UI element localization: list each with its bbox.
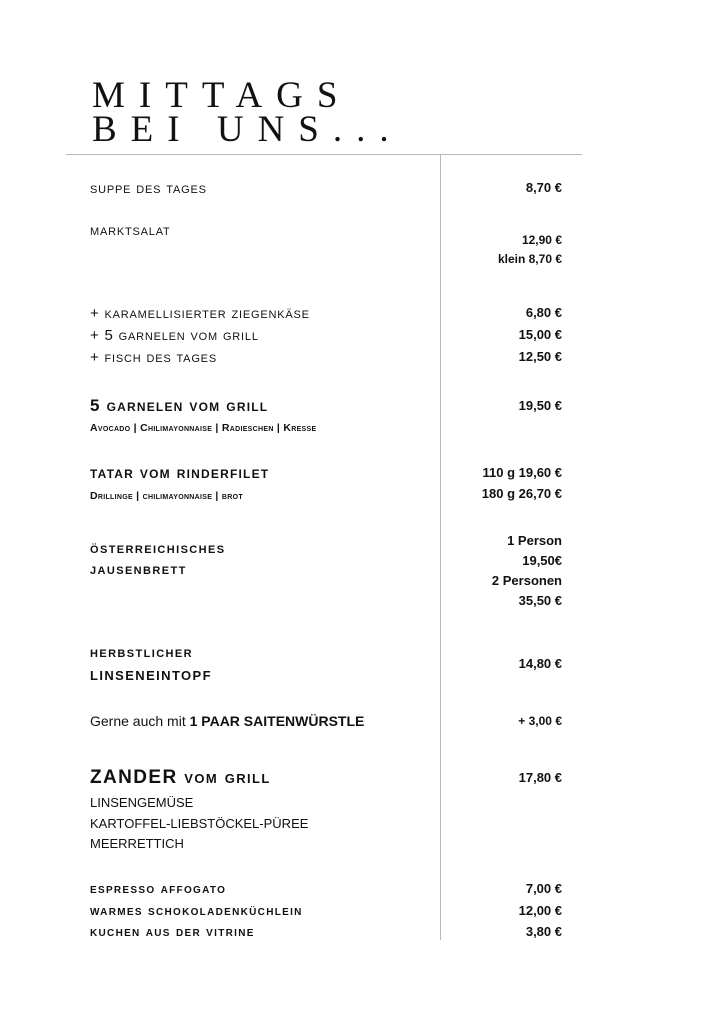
dessert-item-name: kuchen aus der vitrine [90, 923, 255, 939]
item-zander-side-1: LINSENGEMÜSE [90, 795, 194, 810]
extra-item-name: + fisch des tages [90, 349, 217, 366]
item-tatar-price-2: 180 g 26,70 € [481, 486, 562, 501]
extra-item-price: 6,80 € [525, 305, 562, 320]
title-line-1: MITTAGS [92, 75, 352, 116]
gerne-prefix: Gerne auch mit [90, 713, 190, 729]
extra-item-name: + 5 garnelen vom grill [90, 327, 259, 344]
item-marktsalat-price: 12,90 € [521, 233, 562, 247]
item-suppe-name: suppe des tages [90, 180, 207, 197]
item-marktsalat-name: marktsalat [90, 222, 171, 239]
dessert-item-price: 3,80 € [525, 924, 562, 939]
item-garnelen-price: 19,50 € [518, 398, 562, 413]
item-tatar-sub: Drillinge | chilimayonnaise | brot [90, 490, 243, 502]
title-line-2: BEI UNS... [92, 109, 403, 150]
item-gerne-text [90, 713, 364, 729]
item-jausenbrett-name-1: österreichisches [90, 540, 226, 557]
item-zander-side-2: KARTOFFEL-LIEBSTÖCKEL-PÜREE [90, 816, 309, 831]
gerne-bold: 1 PAAR SAITENWÜRSTLE [189, 713, 365, 729]
item-zander-side-3: MEERRETTICH [90, 836, 184, 851]
horizontal-divider [66, 154, 582, 155]
item-zander-price: 17,80 € [518, 770, 562, 785]
item-suppe-price: 8,70 € [525, 180, 562, 195]
item-gerne-price: + 3,00 € [518, 714, 562, 728]
extra-item-name: + karamellisierter ziegenkäse [90, 305, 310, 322]
vertical-divider [440, 154, 441, 940]
dessert-item-name: warmes schokoladenküchlein [90, 902, 303, 918]
item-linseneintopf-price: 14,80 € [518, 656, 562, 671]
item-linseneintopf-name-1: herbstlicher [90, 644, 193, 661]
item-garnelen-sub: Avocado | Chilimayonnaise | Radieschen | Kresse [90, 422, 317, 434]
zander-name-part1: ZANDER [90, 767, 178, 788]
item-jausenbrett-price-3: 2 Personen [491, 573, 562, 588]
dessert-item-price: 12,00 € [518, 903, 562, 918]
item-marktsalat-price-small: klein 8,70 € [497, 252, 562, 266]
item-garnelen-name: 5 garnelen vom grill [90, 396, 269, 415]
zander-name-part2: vom grill [177, 767, 271, 788]
extra-item-price: 12,50 € [518, 349, 562, 364]
dessert-item-name: espresso affogato [90, 880, 227, 896]
dessert-item-price: 7,00 € [525, 881, 562, 896]
item-zander-name [90, 767, 271, 789]
item-jausenbrett-price-4: 35,50 € [518, 593, 562, 608]
item-linseneintopf-name-2: linseneintopf [90, 664, 212, 685]
item-jausenbrett-name-2: jausenbrett [90, 561, 187, 578]
item-tatar-name: tatar vom rinderfilet [90, 463, 270, 482]
item-tatar-price-1: 110 g 19,60 € [482, 465, 562, 480]
item-jausenbrett-price-2: 19,50€ [522, 553, 562, 568]
extra-item-price: 15,00 € [518, 327, 562, 342]
item-jausenbrett-price-1: 1 Person [507, 533, 562, 548]
